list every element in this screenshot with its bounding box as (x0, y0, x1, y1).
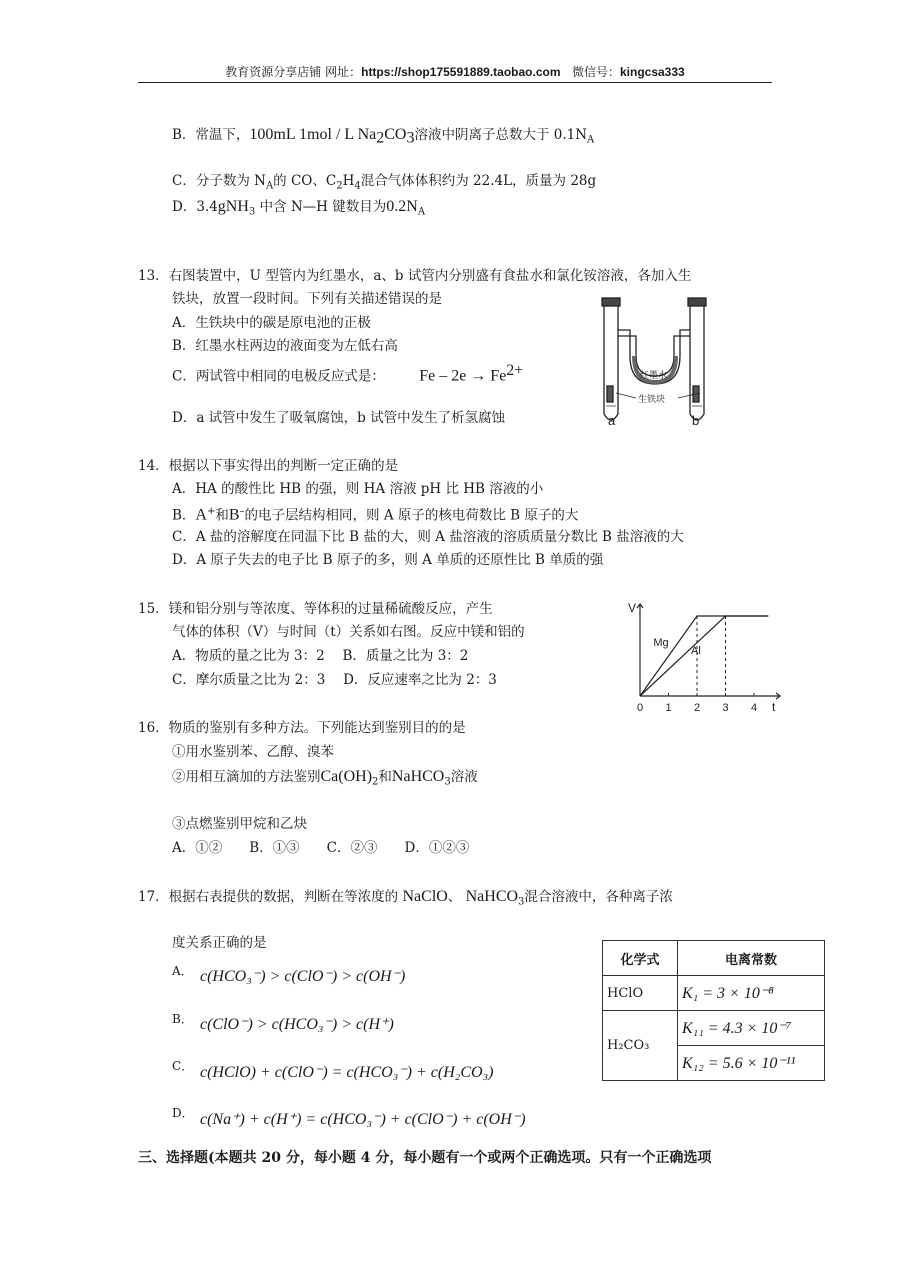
left-stopper (602, 298, 620, 306)
q14-option-b: B．A+和B–的电子层结构相同，则 A 原子的核电荷数比 B 原子的大 (172, 506, 579, 524)
q17-label-c: C． (172, 1059, 194, 1073)
q13-option-b: B．红墨水柱两边的液面变为左低右高 (172, 338, 398, 354)
table-cell-h2co3-k2: K₁₂ = 5.6 × 10⁻¹¹ (678, 1046, 825, 1081)
series-line-mg (640, 616, 768, 696)
table-header-formula: 化学式 (603, 941, 678, 976)
q17-option-a: c(HCO₃⁻) > c(ClO⁻) > c(OH⁻) (200, 968, 406, 985)
q14-option-a: A．HA 的酸性比 HB 的强，则 HA 溶液 pH 比 HB 溶液的小 (172, 481, 544, 497)
q12-option-b: B．常温下，100mL 1mol / L $Na_2CO_3$溶液中阴离子总数大于 $0.1N_A$ (172, 126, 595, 147)
section-3-heading: 三、选择题(本题共 20 分，每小题 4 分，每小题有一个或两个正确选项。只有一个正确选项 (138, 1150, 712, 1166)
table-cell-hclo-k: K₁ = 3 × 10⁻⁸ (678, 976, 825, 1011)
table-cell-h2co3: H₂CO₃ (603, 1011, 678, 1081)
label-tube-b: b (692, 413, 700, 428)
q17-option-c: c(HClO) + c(ClO⁻) = c(HCO₃⁻) + c(H₂CO₃) (200, 1064, 494, 1081)
series-label-mg: Mg (653, 637, 669, 649)
table-cell-h2co3-k1: K₁₁ = 4.3 × 10⁻⁷ (678, 1011, 825, 1046)
table-row (603, 976, 825, 1011)
q12-option-d: D．3.4gNH$_3$ 中含 N—H 键数目为$0.2N_A$ (172, 198, 426, 218)
header-wechat-label: 微信号： (571, 65, 620, 79)
x-tick-label: 2 (694, 702, 701, 714)
label-iron: 生铁块 (638, 394, 666, 404)
test-tube-a (604, 306, 618, 420)
x-tick-label: 1 (665, 702, 672, 714)
q17-option-d: c(Na⁺) + c(H⁺) = c(HCO₃⁻) + c(ClO⁻) + c(OH⁻) (200, 1111, 526, 1128)
q16-stem: 16．物质的鉴别有多种方法。下列能达到鉴别目的的是 (138, 720, 466, 736)
q16-options: A．①② B．①③ C．②③ D．①②③ (172, 840, 470, 856)
table-header-row (603, 941, 825, 976)
ionization-constant-table (602, 940, 825, 1081)
q15-stem-2: 气体的体积（V）与时间（t）关系如右图。反应中镁和铝的 (172, 624, 525, 640)
q15-options-ab: A．物质的量之比为 3：2 B．质量之比为 3：2 (172, 648, 469, 664)
series-label-al: Al (691, 645, 701, 657)
table-cell-hclo: HClO (603, 976, 678, 1011)
x-tick-label: 0 (637, 702, 644, 714)
q17-stem-1: 17．根据右表提供的数据，判断在等浓度的 NaClO、 NaHCO$_3$混合溶液中，各种离子浓 (138, 888, 673, 908)
series-line-al (640, 616, 768, 696)
q16-item-3: ③点燃鉴别甲烷和乙炔 (172, 816, 307, 832)
q15-options-cd: C．摩尔质量之比为 2：3 D．反应速率之比为 2：3 (172, 672, 497, 688)
q13-option-c: C．两试管中相同的电极反应式是： $Fe - 2e \to Fe^{2+}$ (172, 362, 524, 385)
q16-item-2: ②用相互滴加的方法鉴别$Ca(OH)_2$和NaHCO$_3$溶液 (172, 768, 478, 788)
q17-option-b: c(ClO⁻) > c(HCO₃⁻) > c(H⁺) (200, 1016, 394, 1033)
q14-option-d: D．A 原子失去的电子比 B 原子的多，则 A 单质的还原性比 B 单质的强 (172, 552, 604, 568)
q13-stem-2: 铁块，放置一段时间。下列有关描述错误的是 (172, 291, 442, 307)
q14-stem: 14．根据以下事实得出的判断一定正确的是 (138, 458, 399, 474)
q13-option-a: A．生铁块中的碳是原电池的正极 (172, 315, 371, 331)
q17-label-a: A． (172, 964, 193, 978)
label-tube-a: a (608, 413, 616, 428)
u-tube-apparatus-figure (596, 294, 724, 430)
right-stopper (688, 298, 706, 306)
q15-stem-1: 15．镁和铝分别与等浓度、等体积的过量稀硫酸反应，产生 (138, 601, 493, 617)
q17-label-b: B． (172, 1012, 193, 1026)
q13-option-d: D．a 试管中发生了吸氧腐蚀，b 试管中发生了析氢腐蚀 (172, 410, 506, 426)
q12-option-c: C．分子数为 $N_A$的 CO、$C_2H_4$混合气体体积约为 22.4L，质量为 28g (172, 173, 597, 192)
y-axis-label: V (628, 601, 637, 615)
q17-label-d: D． (172, 1106, 194, 1120)
x-tick-label: 4 (751, 702, 758, 714)
q16-item-1: ①用水鉴别苯、乙醇、溴苯 (172, 744, 334, 760)
header-shop: 教育资源分享店铺 网址： (225, 65, 362, 79)
table-row (603, 1011, 825, 1046)
x-axis-label: t (772, 700, 776, 714)
table-header-constant: 电离常数 (678, 941, 825, 976)
test-tube-b (690, 306, 704, 420)
q14-option-c: C．A 盐的溶解度在同温下比 B 盐的大，则 A 盐溶液的溶质质量分数比 B 盐溶液的大 (172, 529, 684, 545)
header-wechat-id: kingcsa333 (619, 65, 685, 79)
x-tick-label: 3 (722, 702, 729, 714)
page-header (138, 64, 772, 83)
volume-time-chart (620, 598, 785, 718)
header-url[interactable]: https://shop175591889.taobao.com (361, 65, 561, 79)
label-red-ink: 红墨水 (640, 370, 668, 380)
q13-stem-1: 13．右图装置中，U 型管内为红墨水，a、b 试管内分别盛有食盐水和氯化铵溶液，各加入生 (138, 268, 692, 284)
q17-stem-2: 度关系正确的是 (172, 935, 267, 951)
